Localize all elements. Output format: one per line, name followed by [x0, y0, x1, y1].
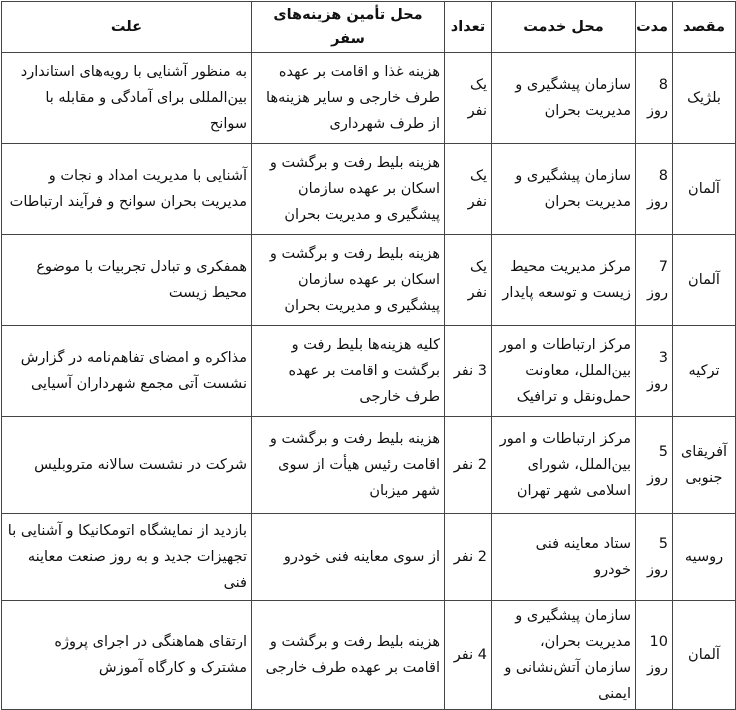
- cell-reason: همفکری و تبادل تجربیات با موضوع محیط زیست: [2, 235, 252, 326]
- cell-service-place: مرکز ارتباطات و امور بین‌الملل، معاونت حمل‌ونقل و ترافیک: [492, 326, 636, 417]
- cell-destination: آلمان: [673, 601, 736, 710]
- cell-funding: کلیه هزینه‌ها بلیط رفت و برگشت و اقامت بر عهده طرف خارجی: [252, 326, 445, 417]
- cell-duration: 8 روز: [636, 53, 673, 144]
- cell-duration: 5 روز: [636, 514, 673, 601]
- travel-table: [1, 1, 736, 710]
- table-row: [2, 144, 736, 235]
- cell-reason: بازدید از نمایشگاه اتومکانیکا و آشنایی با تجهیزات جدید و به روز صنعت معاینه فنی: [2, 514, 252, 601]
- cell-funding: هزینه بلیط رفت و برگشت و اسکان بر عهده سازمان پیشگیری و مدیریت بحران: [252, 235, 445, 326]
- cell-service-place: مرکز مدیریت محیط زیست و توسعه پایدار: [492, 235, 636, 326]
- cell-destination: آفریقای جنوبی: [673, 417, 736, 514]
- cell-count: 3 نفر: [445, 326, 492, 417]
- cell-funding: هزینه غذا و اقامت بر عهده طرف خارجی و سایر هزینه‌ها از طرف شهرداری: [252, 53, 445, 144]
- cell-duration: 7 روز: [636, 235, 673, 326]
- cell-service-place: سازمان پیشگیری و مدیریت بحران: [492, 53, 636, 144]
- cell-destination: آلمان: [673, 235, 736, 326]
- table-row: [2, 417, 736, 514]
- cell-service-place: مرکز ارتباطات و امور بین‌الملل، شورای اسلامی شهر تهران: [492, 417, 636, 514]
- cell-destination: آلمان: [673, 144, 736, 235]
- table-row: [2, 326, 736, 417]
- header-funding: محل تأمین هزینه‌های سفر: [252, 2, 445, 53]
- cell-count: یک نفر: [445, 144, 492, 235]
- cell-duration: 10 روز: [636, 601, 673, 710]
- table-row: [2, 235, 736, 326]
- cell-reason: ارتقای هماهنگی در اجرای پروژه مشترک و کارگاه آموزش: [2, 601, 252, 710]
- table-row: [2, 53, 736, 144]
- table-row: [2, 601, 736, 710]
- cell-funding: هزینه بلیط رفت و برگشت و اسکان بر عهده سازمان پیشگیری و مدیریت بحران: [252, 144, 445, 235]
- cell-funding: از سوی معاینه فنی خودرو: [252, 514, 445, 601]
- cell-count: یک نفر: [445, 235, 492, 326]
- cell-destination: بلژیک: [673, 53, 736, 144]
- cell-count: 4 نفر: [445, 601, 492, 710]
- header-service-place: محل خدمت: [492, 2, 636, 53]
- cell-destination: ترکیه: [673, 326, 736, 417]
- table-row: [2, 514, 736, 601]
- header-row: [2, 2, 736, 53]
- cell-count: 2 نفر: [445, 514, 492, 601]
- cell-reason: مذاکره و امضای تفاهم‌نامه در گزارش نشست آتی مجمع شهرداران آسیایی: [2, 326, 252, 417]
- header-count: تعداد: [445, 2, 492, 53]
- cell-reason: آشنایی با مدیریت امداد و نجات و مدیریت بحران سوانح و فرآیند ارتباطات: [2, 144, 252, 235]
- cell-duration: 3 روز: [636, 326, 673, 417]
- cell-destination: روسیه: [673, 514, 736, 601]
- cell-service-place: سازمان پیشگیری و مدیریت بحران، سازمان آتش‌نشانی و ایمنی: [492, 601, 636, 710]
- cell-duration: 8 روز: [636, 144, 673, 235]
- cell-reason: شرکت در نشست سالانه متروبلیس: [2, 417, 252, 514]
- cell-funding: هزینه بلیط رفت و برگشت و اقامت بر عهده طرف خارجی: [252, 601, 445, 710]
- cell-reason: به منظور آشنایی با رویه‌های استاندارد بین‌المللی برای آمادگی و مقابله با سوانح: [2, 53, 252, 144]
- cell-count: 2 نفر: [445, 417, 492, 514]
- header-duration: مدت: [636, 2, 673, 53]
- cell-service-place: ستاد معاینه فنی خودرو: [492, 514, 636, 601]
- cell-funding: هزینه بلیط رفت و برگشت و اقامت رئیس هیأت از سوی شهر میزبان: [252, 417, 445, 514]
- cell-service-place: سازمان پیشگیری و مدیریت بحران: [492, 144, 636, 235]
- header-reason: علت: [2, 2, 252, 53]
- header-destination: مقصد: [673, 2, 736, 53]
- cell-count: یک نفر: [445, 53, 492, 144]
- cell-duration: 5 روز: [636, 417, 673, 514]
